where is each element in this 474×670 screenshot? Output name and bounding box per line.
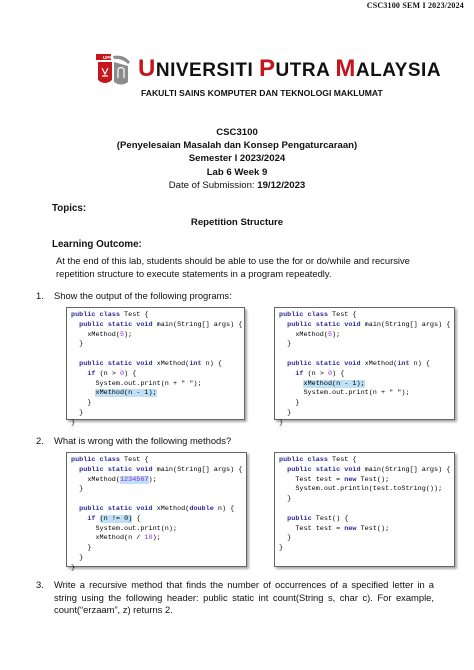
topics-label: Topics: — [52, 203, 87, 214]
question-3 — [36, 579, 436, 617]
question-3-number: 3. — [36, 579, 44, 590]
code-line: public class Test { — [71, 456, 149, 464]
code-line: } — [279, 495, 292, 504]
submission-line — [0, 180, 474, 191]
title-cap-2: P — [259, 55, 276, 82]
code-line: } — [71, 399, 92, 408]
code-line: public static void main(String[] args) { — [287, 465, 451, 474]
code-block-1 — [66, 307, 245, 427]
submission-date: 19/12/2023 — [257, 180, 306, 191]
university-title — [138, 55, 441, 83]
code-line: public static void xMethod(int n) { — [79, 359, 222, 368]
code-line: public static void xMethod(double n) { — [79, 504, 235, 513]
code-line: } — [279, 418, 284, 427]
question-3-text: Write a recursive method that finds the number of occurrences of a specified letter in a string using the following header: public static int count(String s, char c). For example, count(“erzaam”, z) returns 2. — [54, 579, 434, 615]
title-rest-2: UTRA — [275, 60, 336, 81]
title-rest-1: NIVERSITI — [155, 60, 260, 81]
code-line: if (n > 0) { — [295, 369, 345, 378]
code-line: public class Test { — [279, 456, 357, 464]
code-line — [71, 350, 240, 360]
code-line: System.out.println(test.toString()); — [279, 485, 443, 494]
code-line: xMethod(5); — [71, 330, 133, 339]
submission-label: Date of Submission: — [168, 180, 255, 191]
code-line: xMethod(n / 10); — [71, 534, 161, 543]
title-rest-3: ALAYSIA — [355, 60, 442, 81]
code-line: public static void xMethod(int n) { — [287, 359, 430, 368]
code-line: if (n != 0) { — [87, 514, 141, 523]
code-line: if (n > 0) { — [87, 369, 137, 378]
question-1 — [36, 290, 436, 303]
code-line — [279, 350, 450, 360]
code-line: public class Test { — [279, 311, 357, 319]
code-block-3 — [66, 452, 247, 572]
lab-week: Lab 6 Week 9 — [206, 167, 268, 178]
code-line — [71, 495, 242, 505]
topic-title: Repetition Structure — [190, 217, 284, 228]
code-line: xMethod(5); — [279, 330, 341, 339]
semester: Semester I 2023/2024 — [188, 153, 286, 164]
code-line: public static void main(String[] args) { — [287, 320, 451, 329]
code-line: public class Test { — [71, 311, 149, 319]
code-line: System.out.print(n + " "); — [71, 379, 202, 388]
code-line: } — [279, 340, 292, 349]
code-line: xMethod(n - 1); — [95, 389, 157, 398]
code-line: } — [71, 408, 84, 417]
code-line: } — [71, 485, 84, 494]
code-line: } — [71, 418, 76, 427]
upm-crest-icon — [94, 52, 134, 88]
code-block-4 — [274, 452, 455, 567]
question-1-text: Show the output of the following programs: — [54, 290, 232, 301]
code-line: xMethod(1234567); — [71, 475, 157, 484]
code-line: System.out.print(n); — [71, 524, 178, 533]
question-2 — [36, 435, 436, 448]
course-code: CSC3100 — [216, 127, 258, 138]
code-line: } — [71, 340, 84, 349]
code-line: } — [279, 544, 284, 553]
logo-text: UPM — [103, 55, 113, 60]
title-cap-1: U — [138, 55, 156, 82]
code-line — [279, 505, 450, 515]
code-line: Test test = new Test(); — [279, 524, 390, 533]
learning-outcome-label: Learning Outcome: — [52, 239, 142, 250]
code-line: Test test = new Test(); — [279, 475, 390, 484]
question-2-text: What is wrong with the following methods? — [54, 435, 232, 446]
learning-outcome-text: At the end of this lab, students should be able to use the for or do/while and recursive repetition structure to execute statements in a program repeatedly. — [56, 255, 410, 279]
code-line: } — [71, 553, 84, 562]
code-line: System.out.print(n + " "); — [279, 389, 410, 398]
course-header-code: CSC3100 SEM I 2023/2024 — [366, 1, 464, 10]
code-line: } — [279, 534, 292, 543]
code-line: } — [279, 399, 300, 408]
code-line: } — [71, 544, 92, 553]
question-2-number: 2. — [36, 435, 44, 446]
code-line: public static void main(String[] args) { — [79, 465, 243, 474]
code-line: xMethod(n - 1); — [303, 379, 365, 388]
code-line: } — [279, 408, 292, 417]
faculty-name: FAKULTI SAINS KOMPUTER DAN TEKNOLOGI MAKLUMAT — [141, 88, 383, 98]
code-line: public Test() { — [287, 514, 349, 523]
code-line: } — [71, 563, 76, 572]
title-cap-3: M — [335, 55, 356, 82]
code-line: public static void main(String[] args) { — [79, 320, 243, 329]
course-name: (Penyelesaian Masalah dan Konsep Pengaturcaraan) — [116, 140, 358, 151]
code-block-2 — [274, 307, 455, 427]
question-1-number: 1. — [36, 290, 44, 301]
